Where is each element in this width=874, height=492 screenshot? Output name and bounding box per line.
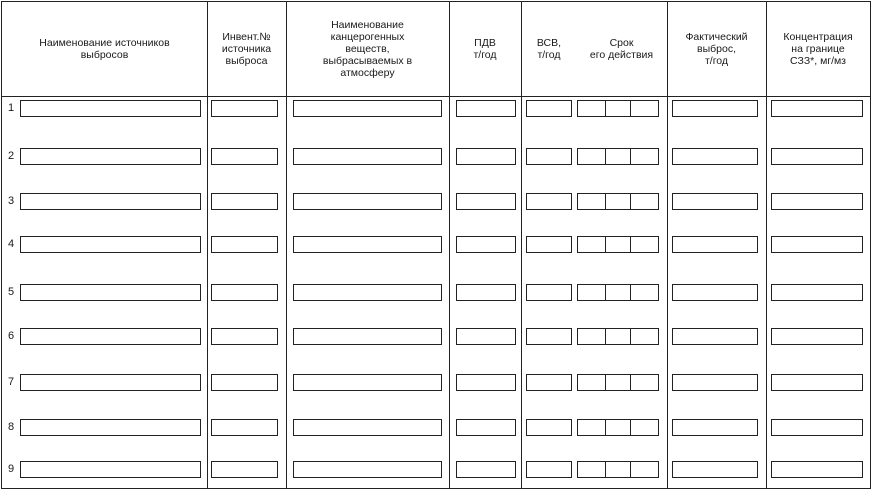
actual-emission-field[interactable] xyxy=(672,148,758,165)
inventory-number-field-input[interactable] xyxy=(212,197,277,212)
row-number: 5 xyxy=(8,286,15,298)
inventory-number-field-input[interactable] xyxy=(212,378,277,393)
source-name-field-input[interactable] xyxy=(21,152,200,167)
source-name-field-input[interactable] xyxy=(21,378,200,393)
validity-day-field[interactable] xyxy=(578,101,605,116)
substance-name-field[interactable] xyxy=(293,284,442,301)
vsv-field-input[interactable] xyxy=(527,152,571,167)
pdv-field-input[interactable] xyxy=(457,288,515,303)
vsv-field[interactable] xyxy=(526,328,572,345)
header-validity-period: Срок его действия xyxy=(589,37,654,61)
header-divider xyxy=(2,96,870,97)
validity-month-field[interactable] xyxy=(605,101,630,116)
source-name-field[interactable] xyxy=(20,461,201,478)
header-vsv: ВСВ, т/год xyxy=(536,37,562,61)
szz-concentration-field[interactable] xyxy=(771,100,863,117)
header-substance-name: Наименование канцерогенных веществ, выбрасываемых в атмосферу xyxy=(322,19,413,79)
substance-name-field[interactable] xyxy=(293,461,442,478)
vsv-field-input[interactable] xyxy=(527,288,571,303)
source-name-field-input[interactable] xyxy=(21,465,200,480)
inventory-number-field[interactable] xyxy=(211,284,278,301)
source-name-field-input[interactable] xyxy=(21,240,200,255)
szz-concentration-field[interactable] xyxy=(771,148,863,165)
vsv-field[interactable] xyxy=(526,461,572,478)
validity-month-field[interactable] xyxy=(605,420,630,435)
validity-date-group[interactable] xyxy=(577,148,659,165)
vsv-field[interactable] xyxy=(526,419,572,436)
substance-name-field[interactable] xyxy=(293,148,442,165)
row-number: 3 xyxy=(8,195,15,207)
szz-concentration-field[interactable] xyxy=(771,374,863,391)
substance-name-field-input[interactable] xyxy=(294,197,441,212)
vsv-field-input[interactable] xyxy=(527,423,571,438)
actual-emission-field-input[interactable] xyxy=(673,197,757,212)
szz-concentration-field-input[interactable] xyxy=(772,288,862,303)
actual-emission-field[interactable] xyxy=(672,284,758,301)
source-name-field-input[interactable] xyxy=(21,197,200,212)
substance-name-field[interactable] xyxy=(293,374,442,391)
pdv-field-input[interactable] xyxy=(457,104,515,119)
actual-emission-field-input[interactable] xyxy=(673,423,757,438)
pdv-field-input[interactable] xyxy=(457,332,515,347)
header-actual-emission: Фактический выброс, т/год xyxy=(685,31,748,67)
pdv-field[interactable] xyxy=(456,284,516,301)
validity-date-group[interactable] xyxy=(577,461,659,478)
inventory-number-field[interactable] xyxy=(211,193,278,210)
source-name-field[interactable] xyxy=(20,419,201,436)
validity-month-field[interactable] xyxy=(605,462,630,477)
vsv-field-input[interactable] xyxy=(527,197,571,212)
validity-date-group[interactable] xyxy=(577,374,659,391)
szz-concentration-field[interactable] xyxy=(771,284,863,301)
validity-month-field[interactable] xyxy=(605,285,630,300)
validity-year-field[interactable] xyxy=(630,462,658,477)
inventory-number-field[interactable] xyxy=(211,328,278,345)
actual-emission-field-input[interactable] xyxy=(673,104,757,119)
vsv-field-input[interactable] xyxy=(527,378,571,393)
szz-concentration-field-input[interactable] xyxy=(772,423,862,438)
pdv-field[interactable] xyxy=(456,193,516,210)
actual-emission-field[interactable] xyxy=(672,100,758,117)
validity-date-group[interactable] xyxy=(577,419,659,436)
header-inventory-number: Инвент.№ источника выброса xyxy=(221,31,272,67)
pdv-field-input[interactable] xyxy=(457,423,515,438)
inventory-number-field[interactable] xyxy=(211,374,278,391)
szz-concentration-field-input[interactable] xyxy=(772,378,862,393)
source-name-field[interactable] xyxy=(20,374,201,391)
vsv-field-input[interactable] xyxy=(527,104,571,119)
validity-year-field[interactable] xyxy=(630,420,658,435)
vsv-field-input[interactable] xyxy=(527,240,571,255)
inventory-number-field[interactable] xyxy=(211,461,278,478)
substance-name-field-input[interactable] xyxy=(294,288,441,303)
actual-emission-field-input[interactable] xyxy=(673,465,757,480)
inventory-number-field[interactable] xyxy=(211,419,278,436)
vsv-field[interactable] xyxy=(526,236,572,253)
validity-year-field[interactable] xyxy=(630,149,658,164)
pdv-field-input[interactable] xyxy=(457,152,515,167)
substance-name-field[interactable] xyxy=(293,419,442,436)
szz-concentration-field-input[interactable] xyxy=(772,104,862,119)
source-name-field-input[interactable] xyxy=(21,288,200,303)
validity-date-group[interactable] xyxy=(577,284,659,301)
validity-month-field[interactable] xyxy=(605,149,630,164)
szz-concentration-field-input[interactable] xyxy=(772,465,862,480)
vsv-field[interactable] xyxy=(526,100,572,117)
substance-name-field[interactable] xyxy=(293,193,442,210)
pdv-field[interactable] xyxy=(456,419,516,436)
row-number: 7 xyxy=(8,376,15,388)
szz-concentration-field-input[interactable] xyxy=(772,152,862,167)
source-name-field[interactable] xyxy=(20,100,201,117)
validity-day-field[interactable] xyxy=(578,237,605,252)
validity-year-field[interactable] xyxy=(630,329,658,344)
inventory-number-field-input[interactable] xyxy=(212,240,277,255)
substance-name-field-input[interactable] xyxy=(294,465,441,480)
actual-emission-field-input[interactable] xyxy=(673,152,757,167)
inventory-number-field-input[interactable] xyxy=(212,104,277,119)
header-pdv: ПДВ т/год xyxy=(473,37,497,61)
validity-month-field[interactable] xyxy=(605,194,630,209)
szz-concentration-field[interactable] xyxy=(771,193,863,210)
substance-name-field-input[interactable] xyxy=(294,152,441,167)
substance-name-field-input[interactable] xyxy=(294,332,441,347)
vsv-field[interactable] xyxy=(526,284,572,301)
pdv-field-input[interactable] xyxy=(457,240,515,255)
validity-day-field[interactable] xyxy=(578,375,605,390)
pdv-field[interactable] xyxy=(456,100,516,117)
actual-emission-field-input[interactable] xyxy=(673,378,757,393)
validity-year-field[interactable] xyxy=(630,237,658,252)
validity-month-field[interactable] xyxy=(605,329,630,344)
source-name-field-input[interactable] xyxy=(21,104,200,119)
szz-concentration-field-input[interactable] xyxy=(772,197,862,212)
pdv-field[interactable] xyxy=(456,236,516,253)
source-name-field[interactable] xyxy=(20,193,201,210)
pdv-field-input[interactable] xyxy=(457,465,515,480)
validity-year-field[interactable] xyxy=(630,194,658,209)
actual-emission-field[interactable] xyxy=(672,328,758,345)
carcinogen-emissions-form xyxy=(1,1,871,489)
row-number: 4 xyxy=(8,238,15,250)
pdv-field-input[interactable] xyxy=(457,197,515,212)
substance-name-field[interactable] xyxy=(293,236,442,253)
actual-emission-field[interactable] xyxy=(672,461,758,478)
vsv-field[interactable] xyxy=(526,193,572,210)
validity-year-field[interactable] xyxy=(630,375,658,390)
inventory-number-field-input[interactable] xyxy=(212,152,277,167)
row-number: 6 xyxy=(8,330,15,342)
actual-emission-field-input[interactable] xyxy=(673,288,757,303)
source-name-field[interactable] xyxy=(20,236,201,253)
source-name-field-input[interactable] xyxy=(21,332,200,347)
pdv-field[interactable] xyxy=(456,328,516,345)
validity-date-group[interactable] xyxy=(577,236,659,253)
szz-concentration-field[interactable] xyxy=(771,419,863,436)
pdv-field[interactable] xyxy=(456,148,516,165)
substance-name-field[interactable] xyxy=(293,328,442,345)
validity-date-group[interactable] xyxy=(577,193,659,210)
szz-concentration-field-input[interactable] xyxy=(772,240,862,255)
source-name-field[interactable] xyxy=(20,148,201,165)
inventory-number-field[interactable] xyxy=(211,100,278,117)
actual-emission-field[interactable] xyxy=(672,419,758,436)
szz-concentration-field[interactable] xyxy=(771,328,863,345)
validity-year-field[interactable] xyxy=(630,101,658,116)
substance-name-field-input[interactable] xyxy=(294,378,441,393)
row-number: 9 xyxy=(8,463,15,475)
szz-concentration-field-input[interactable] xyxy=(772,332,862,347)
inventory-number-field-input[interactable] xyxy=(212,465,277,480)
header-szz-concentration: Концентрация на границе СЗЗ*, мг/мз xyxy=(783,31,853,67)
vsv-field[interactable] xyxy=(526,374,572,391)
source-name-field[interactable] xyxy=(20,328,201,345)
szz-concentration-field[interactable] xyxy=(771,236,863,253)
validity-date-group[interactable] xyxy=(577,100,659,117)
validity-year-field[interactable] xyxy=(630,285,658,300)
vsv-field-input[interactable] xyxy=(527,465,571,480)
validity-day-field[interactable] xyxy=(578,194,605,209)
inventory-number-field-input[interactable] xyxy=(212,332,277,347)
actual-emission-field-input[interactable] xyxy=(673,240,757,255)
pdv-field[interactable] xyxy=(456,461,516,478)
inventory-number-field[interactable] xyxy=(211,148,278,165)
inventory-number-field-input[interactable] xyxy=(212,423,277,438)
row-number: 8 xyxy=(8,421,15,433)
pdv-field[interactable] xyxy=(456,374,516,391)
actual-emission-field[interactable] xyxy=(672,236,758,253)
substance-name-field-input[interactable] xyxy=(294,104,441,119)
vsv-field-input[interactable] xyxy=(527,332,571,347)
validity-date-group[interactable] xyxy=(577,328,659,345)
szz-concentration-field[interactable] xyxy=(771,461,863,478)
inventory-number-field-input[interactable] xyxy=(212,288,277,303)
row-number: 1 xyxy=(8,102,15,114)
actual-emission-field[interactable] xyxy=(672,193,758,210)
source-name-field[interactable] xyxy=(20,284,201,301)
substance-name-field-input[interactable] xyxy=(294,240,441,255)
actual-emission-field-input[interactable] xyxy=(673,332,757,347)
pdv-field-input[interactable] xyxy=(457,378,515,393)
inventory-number-field[interactable] xyxy=(211,236,278,253)
substance-name-field[interactable] xyxy=(293,100,442,117)
validity-day-field[interactable] xyxy=(578,149,605,164)
validity-day-field[interactable] xyxy=(578,462,605,477)
source-name-field-input[interactable] xyxy=(21,423,200,438)
row-number: 2 xyxy=(8,150,15,162)
header-source-name: Наименование источников выбросов xyxy=(39,37,170,61)
validity-day-field[interactable] xyxy=(578,329,605,344)
validity-day-field[interactable] xyxy=(578,420,605,435)
substance-name-field-input[interactable] xyxy=(294,423,441,438)
validity-month-field[interactable] xyxy=(605,375,630,390)
actual-emission-field[interactable] xyxy=(672,374,758,391)
validity-day-field[interactable] xyxy=(578,285,605,300)
vsv-field[interactable] xyxy=(526,148,572,165)
validity-month-field[interactable] xyxy=(605,237,630,252)
